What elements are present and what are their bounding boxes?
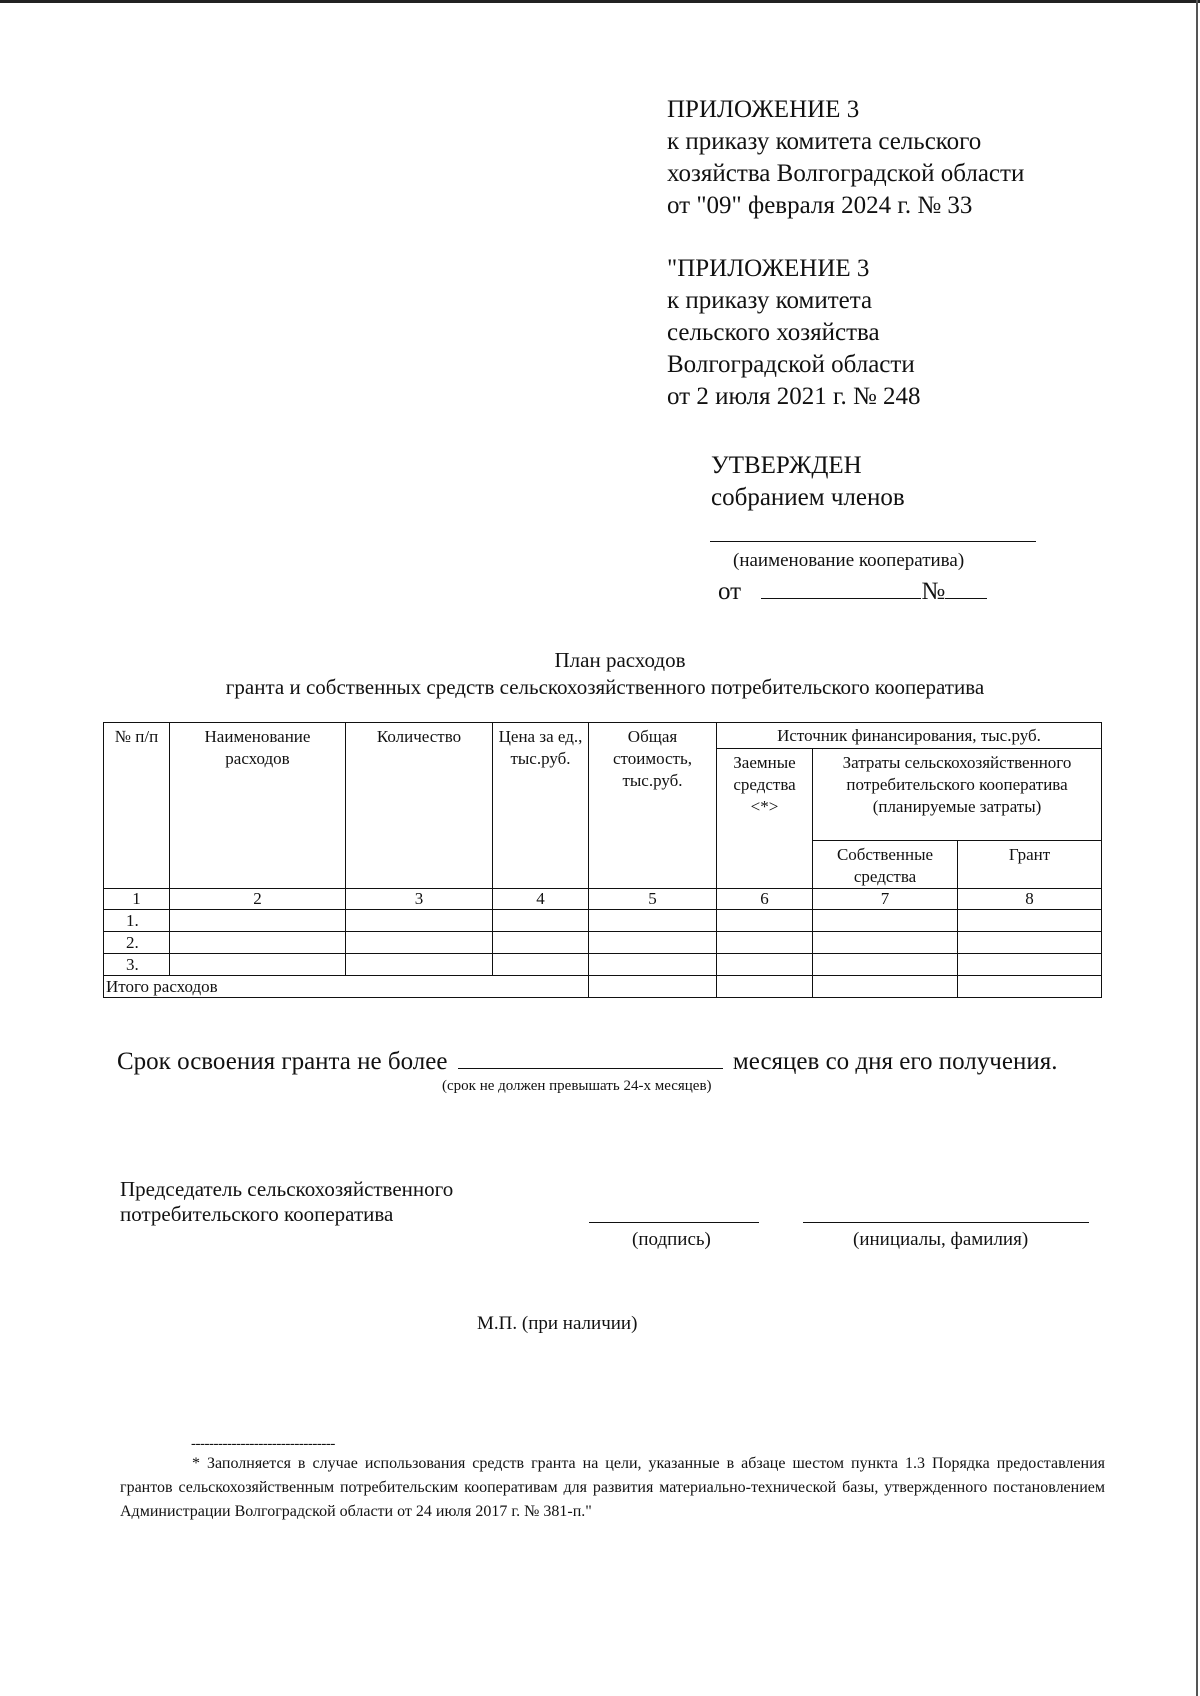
coop-name-line	[710, 541, 1036, 542]
appendix-line: Волгоградской области	[667, 351, 915, 378]
name-line	[803, 1222, 1089, 1223]
grant-term-line	[117, 1046, 1057, 1077]
row-number: 3.	[104, 954, 170, 976]
total-label: Итого расходов	[104, 976, 589, 998]
chairman-line1: Председатель сельскохозяйственного	[120, 1177, 454, 1201]
header-funding-source: Источник финансирования, тыс.руб.	[717, 723, 1102, 749]
plan-subtitle: гранта и собственных средств сельскохозяйственного потребительского кооператива	[225, 675, 985, 699]
appendix-line: к приказу комитета сельского	[667, 128, 982, 155]
table-cell[interactable]	[958, 976, 1102, 998]
header-coop-costs: Затраты сельскохозяйственного потребительского кооператива (планируемые затраты)	[813, 749, 1102, 841]
appendix-line: от "09" февраля 2024 г. № 33	[667, 192, 973, 219]
table-row	[104, 932, 1102, 954]
header-quantity: Количество	[346, 723, 493, 889]
chairman-line2: потребительского кооператива	[120, 1202, 394, 1226]
approved-line: собранием членов	[711, 484, 905, 511]
table-cell[interactable]	[493, 932, 589, 954]
name-caption: (инициалы, фамилия)	[853, 1229, 1029, 1250]
scan-right-edge	[1196, 0, 1198, 1696]
signature-line	[589, 1222, 759, 1223]
number-blank	[945, 576, 987, 599]
approved-title: УТВЕРЖДЕН	[711, 452, 862, 479]
approval-date-line	[718, 576, 987, 608]
row-number: 1.	[104, 910, 170, 932]
appendix-header-current	[667, 94, 1024, 222]
plan-title-line1: План расходов	[554, 648, 686, 672]
appendix-line: хозяйства Волгоградской области	[667, 160, 1025, 187]
stamp-label: М.П. (при наличии)	[477, 1313, 638, 1334]
appendix-title: "ПРИЛОЖЕНИЕ 3	[667, 255, 870, 282]
grant-term-before: Срок освоения гранта не более	[117, 1048, 448, 1075]
header-num: № п/п	[104, 723, 170, 889]
col-number: 4	[493, 889, 589, 910]
table-cell[interactable]	[813, 954, 958, 976]
total-row	[104, 976, 1102, 998]
date-blank	[761, 576, 921, 599]
table-cell[interactable]	[958, 954, 1102, 976]
col-number: 6	[717, 889, 813, 910]
appendix-line: к приказу комитета	[667, 287, 873, 314]
table-cell[interactable]	[346, 932, 493, 954]
table-cell[interactable]	[346, 910, 493, 932]
table-cell[interactable]	[589, 910, 717, 932]
table-cell[interactable]	[717, 976, 813, 998]
table-cell[interactable]	[170, 910, 346, 932]
footnote-text	[120, 1452, 1105, 1524]
header-loan-funds: Заемные средства <*>	[717, 749, 813, 889]
table-row	[104, 910, 1102, 932]
scan-top-edge	[0, 0, 1200, 3]
table-cell[interactable]	[493, 910, 589, 932]
col-number: 7	[813, 889, 958, 910]
table-cell[interactable]	[813, 976, 958, 998]
col-number: 8	[958, 889, 1102, 910]
appendix-header-original	[667, 253, 921, 413]
column-number-row	[104, 889, 1102, 910]
header-name: Наименование расходов	[170, 723, 346, 889]
table-cell[interactable]	[589, 976, 717, 998]
footnote-body: * Заполняется в случае использования средств гранта на цели, указанные в абзаце шестом пункта 1.3 Порядка предоставления грантов сельскохозяйственным потребительским кооперативам для развития материально-технической базы, утвержденного постановлением Администрации Волгоградской области от 24 июля 2017 г. № 381-п."	[120, 1455, 1105, 1520]
col-number: 5	[589, 889, 717, 910]
appendix-title: ПРИЛОЖЕНИЕ 3	[667, 96, 860, 123]
table-cell[interactable]	[717, 932, 813, 954]
header-total-cost: Общая стоимость, тыс.руб.	[589, 723, 717, 889]
table-cell[interactable]	[346, 954, 493, 976]
grant-term-note: (срок не должен превышать 24-х месяцев)	[442, 1078, 712, 1094]
table-cell[interactable]	[589, 954, 717, 976]
col-number: 3	[346, 889, 493, 910]
plan-title	[0, 647, 1200, 673]
expense-plan-table	[103, 722, 1102, 998]
table-cell[interactable]	[589, 932, 717, 954]
approved-block	[711, 450, 905, 514]
grant-term-after: месяцев со дня его получения.	[732, 1048, 1058, 1075]
table-cell[interactable]	[717, 954, 813, 976]
signature-caption: (подпись)	[632, 1229, 711, 1250]
table-cell[interactable]	[493, 954, 589, 976]
table-cell[interactable]	[958, 932, 1102, 954]
table-cell[interactable]	[958, 910, 1102, 932]
table-cell[interactable]	[813, 910, 958, 932]
table-cell[interactable]	[170, 932, 346, 954]
header-own-funds: Собственные средства	[813, 841, 958, 889]
header-unit-price: Цена за ед., тыс.руб.	[493, 723, 589, 889]
table-cell[interactable]	[813, 932, 958, 954]
chairman-block	[120, 1177, 453, 1227]
number-label: №	[921, 578, 946, 605]
row-number: 2.	[104, 932, 170, 954]
table-cell[interactable]	[717, 910, 813, 932]
footnote-separator: --------------------------------	[191, 1436, 335, 1452]
header-grant: Грант	[958, 841, 1102, 889]
from-label: от	[718, 578, 742, 605]
table-row	[104, 954, 1102, 976]
appendix-line: сельского хозяйства	[667, 319, 880, 346]
appendix-line: от 2 июля 2021 г. № 248	[667, 383, 921, 410]
col-number: 2	[170, 889, 346, 910]
term-blank	[458, 1046, 723, 1069]
col-number: 1	[104, 889, 170, 910]
table-cell[interactable]	[170, 954, 346, 976]
coop-name-caption: (наименование кооператива)	[733, 550, 965, 571]
